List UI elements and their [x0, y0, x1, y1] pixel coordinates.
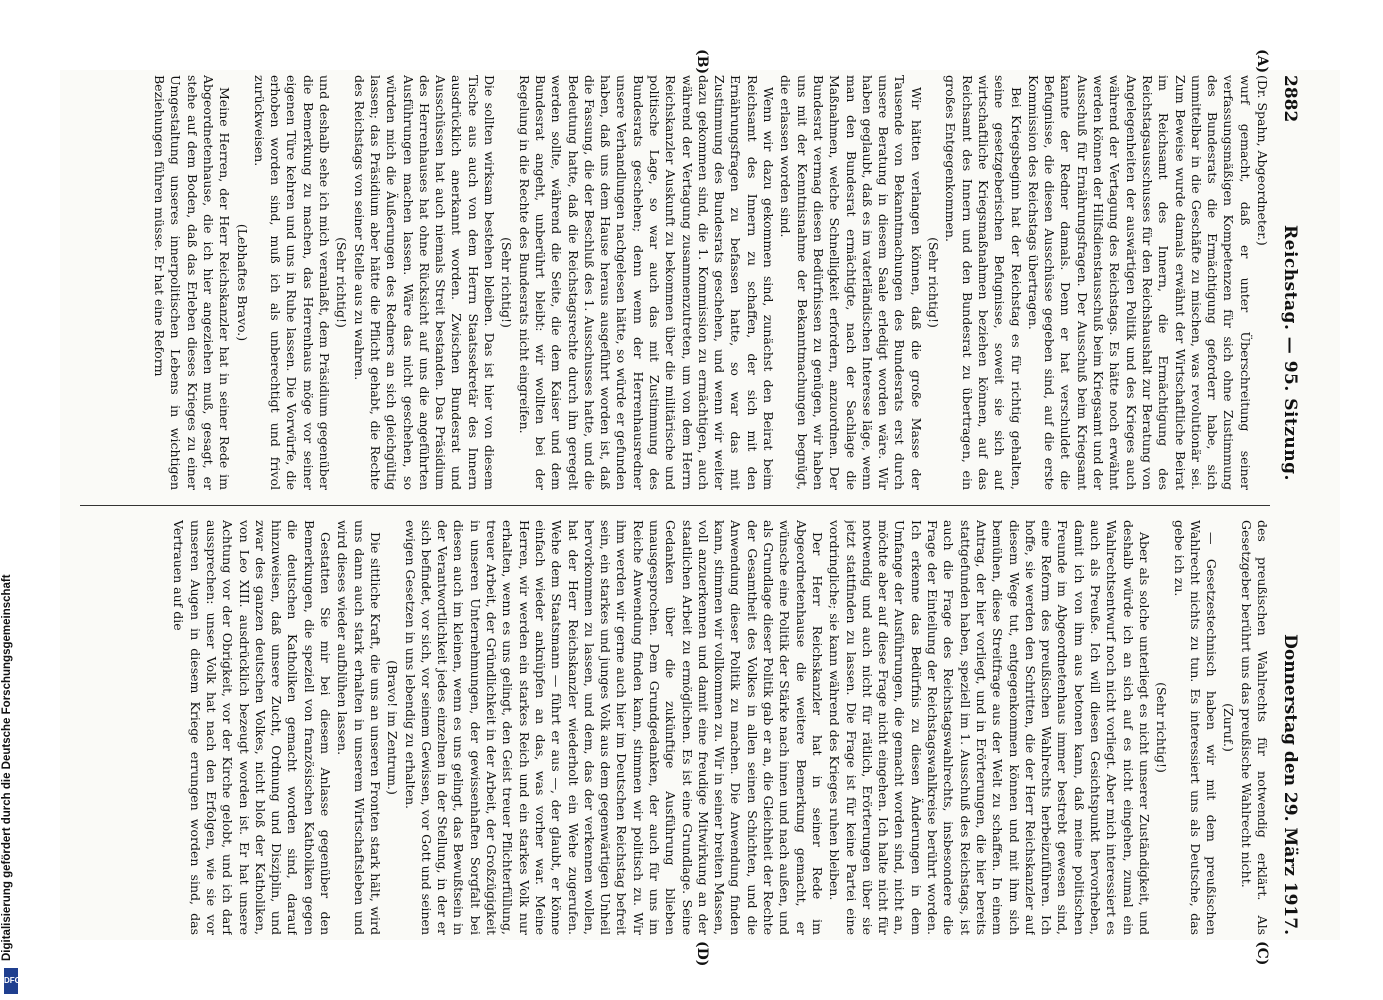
paragraph: Bei Kriegsbeginn hat der Reichstag es für richtig gehalten, seine gesetzgeberischen Befugnisse, soweit sie sich auf wirtschaftliche Kriegsmaßnahmen beziehen können, auf das Reichsamt des Innern und den Bundesrat zu übertragen, ein großes Entgegenkommen. [943, 75, 1024, 490]
paragraph: Wenn wir dazu gekommen sind, zunächst den Beirat beim Reichsamt des Innern zu schaffen, der sich mit den Ernährungsfragen zu befassen hatte, so war das mit Zustimmung des Bundesrats geschehen, und wenn wir weiter dazu gekommen sind, die 1. Kommission zu ermächtigen, auch während der Vertagung zusammenzutreten, um von dem Herrn Reichskanzler Auskunft zu bekommen über die militärische und politische Lage, so war auch das mit Zustimmung des Bundesrats geschehen; denn wenn der Herrenhausredner unsere Verhandlungen nachgelesen hätte, so würde er gefunden haben, daß uns dem Hause heraus ausgeführt worden ist, daß die Fassung, die der Beschluß des 1. Ausschusses hatte, und die Bedeutung hatte, daß die Reichstagsrechte durch ihn geregelt werden sollte, während die Seite, die dem Kaiser und dem Bundesrat angeht, unberührt bleibt: wir wollten bei der Regelung in die Rechte des Bundesrats nicht eingreifen. [516, 75, 777, 490]
interjection: (Bravo! im Zentrum.) [385, 660, 401, 795]
paragraph: des preußischen Wahlrechts für notwendig erklärt. Als Gesetzgeber berührt uns das preußische Wahlrecht nicht. [1238, 520, 1270, 935]
margin-marker-c: (C) [1254, 941, 1270, 966]
dfg-logo: DFG [4, 968, 18, 994]
interjection: (Lebhaftes Bravo.) [234, 223, 250, 342]
paragraph: wurf gemacht, daß er unter Überschreitung seiner verfassungsmäßigen Kompetenzen für sich ohne Zustimmung des Bundesrats die Ermächtigung geforderr habe, sich unmittelbar in die Geschäfte zu mischen, was revolutionär sei. Zum Beweise wurde damals erwähnt der Wirtschaftliche Beirat im Reichsamt des Innern, die Ermächtigung des Reichstagsausschusses für den Reichshaushalt zur Beratung von Angelegenheiten der auswärtigen Politik und des Krieges auch während der Vertagung des Reichstags. Es hätte noch erwähnt werden können der Hilfsdienstausschuß beim Kriegsamt und der Ausschuß für Ernährungsfragen. Der Ausschuß beim Kriegsamt kannte der Redner damals. Denn er hat verschuldet die Befugnisse, die diesen Ausschüsse gegeben sind, auf die erste Kommission des Reichstags übertragen. [1025, 75, 1253, 490]
digitization-credit: Digitalisierung gefördert durch die Deutsche Forschungsgemeinschaft [1, 574, 13, 961]
margin-marker-b: (B) [694, 49, 710, 75]
paragraph: Die sittliche Kraft, die uns an unseren Fronten stark hält, wird uns dann auch stark erhalten in unserem Wirtschaftsleben und wird dieses wieder aufblühen lassen. [335, 520, 383, 935]
interjection: (Sehr richtig!) [926, 237, 942, 328]
rotated-print-page [65, 49, 1300, 967]
interjection: (Sehr richtig!) [1154, 682, 1170, 773]
interjection: (Zuruf.) [1221, 703, 1237, 752]
paragraph: und deshalb sehe ich mich veranlaßt, dem Präsidium gegenüber die Bemerkung zu machen, das Herrenhaus möge vor seiner eigenen Türe kehren und uns in Ruhe lassen. Die Vorwürfe, die erhoben worden sind, muß ich als unberechtigt und frivol zurückweisen. [251, 75, 333, 490]
left-column [75, 75, 1270, 490]
paragraph: Die sollten wirksam bestehen bleiben. Das ist hier von diesem Tische aus auch von dem Herrn Staatssekretär des Innern ausdrücklich anerkannt worden. Zwischen Bundesrat und Ausschüssen hat auch niemals Streit bestanden. Das Präsidium des Herrenhauses hat ohne Rücksicht auf uns die angeführten Ausführungen machen lassen. Wäre das nicht geschehen, so würden mich die Äußerungen des Redners an sich gleichgültig lassen; das Präsidium aber hätte die Pflicht gehabt, die Rechte des Reichstags von seiner Stelle aus zu wahren. [351, 75, 498, 490]
paragraph: Der Herr Reichskanzler hat in seiner Rede im Abgeordnetenhause die weitere Bemerkung gemacht, er wünsche eine Politik der Stärke nach innen und nach außen, und als Grundlage dieser Politik gab er an, die Gleichheit der Rechte der Gesamtheit des Volkes in allen seinen Schichten, und die Anwendung dieser Politik zu machen. Die Anwendung finden kann, stimmen wir vollkommen zu. Wir in seiner breiten Massen, voll anzuerkennen und damit eine freudige Mitwirkung an der staatlichen Arbeit zu ermöglichen. Es ist eine Grundlage. Seine Gedanken über die zukünftige Ausführung blieben unausgesprochen. Dem Grundgedanken, der auch für uns im Reiche Anwendung finden kann, stimmen wir politisch zu. Wir ihm werden wir gerne auch hier im Deutschen Reichstag befreit sein, ein starkes und junges Volk aus dem gegenwärtigen Unheil hervorkommen zu lassen, und dem, das der verkennen wollen, hat der Herr Reichskanzler wiederholt ein Wehe zugerufen. Wehe dem Staatsmann — führt er aus —, der glaubt, er könne einfach wieder anknüpfen an das, was vorher war. Meine Herren, wir werden ein starkes Reich und ein starkes Volk nur erhalten, wenn es uns gelingt, den Geist treuer Pflichterfüllung, treuer Arbeit, der Gründlichkeit in der Arbeit, der Großzügigkeit in unseren Unternehmungen, der gewissenhaften Sorgfalt bei diesen auch im kleinen, wenn es uns gelingt, das Bewußtsein in der Verantwortlichkeit jedes einzelnen in der Stellung, in der er sich befindet, vor sich, vor seinem Gewissen, vor Gott und seinen ewigen Gesetzen in uns lebendig zu erhalten. [402, 520, 825, 935]
interjection: (Sehr richtig!) [334, 237, 350, 328]
paragraph: Meine Herren, der Herr Reichskanzler hat in seiner Rede im Abgeordnetenhause, die ich hier angeziehen muß, gesagt, er stehe auf dem Boden, daß das Erleben dieses Krieges zu einer Umgestaltung unseres innerpolitischen Lebens in wichtigen Beziehungen führen müsse. Er hat eine Reform [152, 75, 233, 490]
interjection: (Sehr richtig!) [499, 237, 515, 328]
paragraph: Wir hätten verlangen können, daß die große Masse der Tausende von Bekanntmachungen des Bundesrats erst durch unsere Beratung in diesem Saale erledigt worden wäre. Wir haben geglaubt, daß es im vaterländischen Interesse läge, wenn man den Bundesrat ermächtigte, nach der Sachlage die Maßnahmen, welche Schnelligkeit erfordern, anzuordnen. Der Bundesrat vermag diesen Bedürfnissen zu genügen, wir haben uns mit der Kenntnisnahme der Bekanntmachungen begnügt, die erlassen worden sind. [778, 75, 924, 490]
paragraph: Gestatten Sie mir bei diesem Anlasse gegenüber den Bemerkungen, die speziell von französischen Katholiken gegen die deutschen Katholiken gemacht worden sind, darauf hinzuweisen, daß unsere Zucht, Ordnung und Disziplin, und zwar des ganzen deutschen Volkes, nicht bloß der Katholiken, von Leo XIII. ausdrücklich bezeugt worden ist. Er hat unsere Achtung vor der Obrigkeit, vor der Kirche gelobt, und ich darf aussprechen: unser Volk hat nach den Erfolgen, wie sie vor unseren Augen in diesem Kriege errungen worden sind, das Vertrauen auf die [171, 520, 334, 935]
page-title: Reichstag. — 95. Sitzung. [1280, 225, 1300, 481]
margin-marker-d: (D) [694, 941, 710, 967]
session-date: Donnerstag den 29. März 1917. [1280, 634, 1300, 935]
column-divider [80, 505, 1270, 506]
page-header [1276, 75, 1300, 935]
paragraph: Aber als solche unterliegt es nicht unserer Zuständigkeit, und deshalb würde ich an sich auf es nicht eingehen, zumal ein Wahlrechtsentwurf noch nicht vorliegt. Aber mich interessiert es auch als Preuße. Ich will diesen Gesichtspunkt hervorheben, damit ich von ihm aus betonen kann, daß meine politischen Freunde im Abgeordnetenhaus immer bestrebt gewesen sind, eine Reform des preußischen Wahlrechts herbeizuführen. Ich hoffe, sie werden den Schritten, die der Herr Reichskanzler auf diesem Wege tut, entgegenkommen können und mit ihm sich bemühen, diese Streitfrage aus der Welt zu schaffen. In einem Antrag, der hier vorliegt, und in Erörterungen, die hier bereits stattgefunden haben, speziell im 1. Ausschuß des Reichstags, ist auch die Frage des Reichstagswahlrechts, insbesondere die Frage der Einteilung der Reichstagswahlkreise berührt worden. Ich erkenne das Bedürfnis zu diesen Änderungen in dem Umfange der Ausführungen, die gemacht worden sind, nicht an, möchte aber auf diese Frage nicht eingehen. Ich halte nicht für notwendig und auch nicht für rätlich, Erörterungen über sie jetzt stattfinden zu lassen. Die Frage ist für keine Partei eine vordringliche; sie kann während des Krieges ruhen bleiben. [827, 520, 1152, 935]
page-number: 2882 [1280, 75, 1300, 123]
margin-marker-a: (A) [1254, 49, 1270, 74]
right-column [75, 520, 1270, 935]
paragraph: — Gesetzestechnisch haben wir mit dem preußischen Wahlrecht nichts zu tun. Es interessiert uns als Deutsche, das gebe ich zu. [1171, 520, 1220, 935]
speaker-line: (Dr. Spahn, Abgeordneter.) [1255, 75, 1270, 246]
